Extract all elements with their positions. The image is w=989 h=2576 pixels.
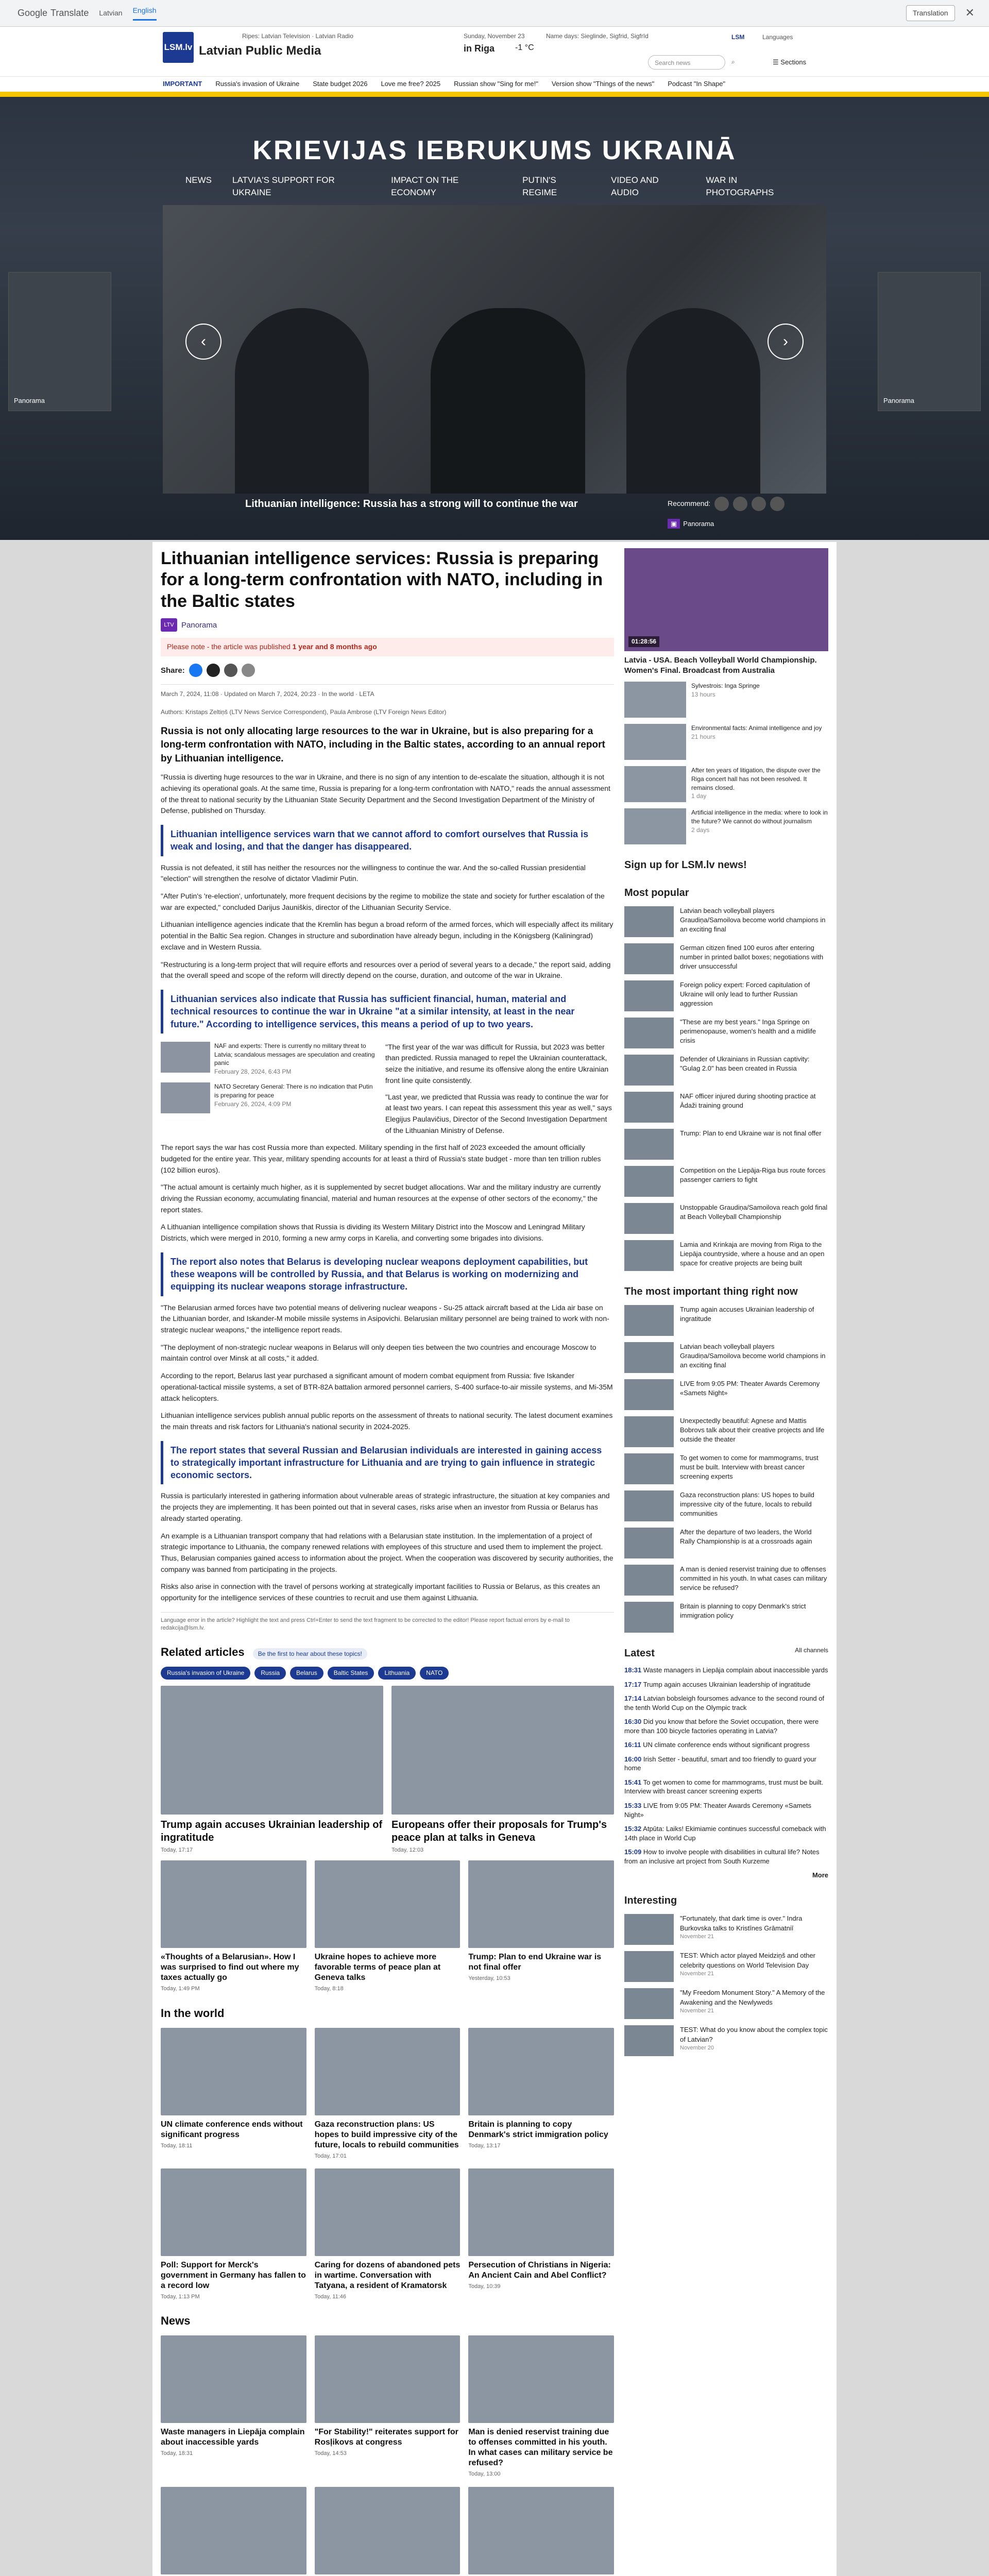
news-card[interactable]: Europeans offer their proposals for Trump's peace plan at talks in Geneva Today, 12:03 <box>391 1686 614 1854</box>
highlight-quote: The report states that several Russian and Belarusian individuals are interested in gaining access to strategically important infrastructure for Lithuania and are trying to gain influence in strategic economic sectors. <box>161 1441 614 1485</box>
news-card[interactable]: Trump: Plan to end Ukraine war is not final offer Yesterday, 10:53 <box>468 1860 614 1993</box>
paragraph: Lithuanian intelligence services publish annual public reports on the assessment of threats to national security. The latest document examines the main threats and risk factors for Lithuania's national security in 2024-2025. <box>161 1411 613 1431</box>
hero-nav-item[interactable]: LATVIA'S SUPPORT FOR UKRAINE <box>232 175 335 197</box>
site-header <box>0 27 989 76</box>
nav-important: IMPORTANT <box>163 80 202 88</box>
paragraph: "Last year, we predicted that Russia was ready to continue the war for at least two years. I can repeat this assessment this year as well," says Elegijus Paulavičius, Director of the Second Investigation Department of the Lithuanian Ministry of Defense. <box>385 1092 612 1134</box>
news-card[interactable]: Trump again accuses Ukrainian leadership of ingratitude Today, 17:17 <box>161 1686 383 1854</box>
inline-related-item[interactable]: NATO Secretary General: There is no indication that Putin is preparing for peace February 26, 2024, 4:09 PM <box>161 1082 377 1113</box>
inline-related <box>161 1042 614 1137</box>
signup-link[interactable]: Sign up for LSM.lv news! <box>624 859 747 871</box>
news-card[interactable]: Ukraine hopes to achieve more favorable terms of peace plan at Geneva talks Today, 8:18 <box>315 1860 461 1993</box>
news-card[interactable]: UN climate conference ends without significant progress Today, 18:11 <box>161 2028 306 2160</box>
paragraph: "After Putin's 're-election', unfortunately, more frequent decisions by the regime to mobilize the state and society for further escalation of the war are expected," concluded Darijus Jauniškis, director of the Lithuanian Security Service. <box>161 892 605 911</box>
latest-item[interactable]: 15:41 To get women to come for mammograms, trust must be built. Interview with breast cancer screening experts <box>624 1778 824 1795</box>
x-icon[interactable] <box>207 664 220 677</box>
next-arrow-icon[interactable]: › <box>768 324 804 360</box>
google-translate-logo: Google Translate <box>18 7 89 18</box>
important-item[interactable]: To get women to come for mammograms, trust must be built. Interview with breast cancer screening experts <box>624 1453 828 1484</box>
paragraph: According to the report, Belarus last year purchased a significant amount of modern combat equipment from Russia: five Iskander operational-tactical missile systems, a set of BTR-82A battalion armored personnel carriers, S-400 surface-to-air missile systems, and Mi-35M attack helicopters. <box>161 1371 613 1402</box>
article-meta: March 7, 2024, 11:08 · Updated on March 7, 2024, 20:23 · In the world · LETA <box>161 684 614 699</box>
hero-side-left[interactable]: Panorama <box>8 272 111 411</box>
latest-item[interactable]: 18:31 Waste managers in Liepāja complain about inaccessible yards <box>624 1666 828 1674</box>
latest-item[interactable]: 16:30 Did you know that before the Soviet occupation, there were more than 100 bicycle factories operating in Latvia? <box>624 1718 819 1735</box>
interesting-item[interactable]: TEST: Which actor played Meidziņš and other celebrity questions on World Television Day November 21 <box>624 1951 828 1982</box>
news-card[interactable] <box>315 2487 461 2576</box>
link-icon[interactable] <box>242 664 255 677</box>
latest-title: Latest All channels <box>624 1647 828 1659</box>
accent-bar <box>0 92 989 97</box>
translation-options-button[interactable]: Translation <box>906 5 955 22</box>
news-card[interactable]: "For Stability!" reiterates support for Rosļikovs at congress Today, 14:53 <box>315 2335 461 2478</box>
hero-video[interactable] <box>163 205 826 494</box>
article <box>161 548 614 2576</box>
paragraph: "The deployment of non-strategic nuclear weapons in Belarus will only deepen ties between the two countries and encourage Moscow to maintain control over Minsk at all costs," it added. <box>161 1343 596 1363</box>
hero-caption[interactable]: Lithuanian intelligence: Russia has a strong will to continue the war <box>245 498 578 510</box>
paragraph: An example is a Lithuanian transport company that had relations with a Belarusian state institution. In the implementation of a project of strategic importance to Lithuania, the company renewed relations with employees of this structure and used them to implement the project. Thus, Belarusian companies gained access to information about the project. When the cooperation was discovered by security authorities, the company was banned from participating in the projects. <box>161 1531 613 1573</box>
hero-nav-item[interactable]: WAR IN PHOTOGRAPHS <box>706 175 774 197</box>
content-area <box>152 542 837 2576</box>
tag[interactable]: Russia's invasion of Ukraine <box>161 1667 250 1680</box>
search-input[interactable]: Search news <box>648 55 725 70</box>
latest-item[interactable]: 17:17 Trump again accuses Ukrainian leadership of ingratitude <box>624 1680 811 1688</box>
hero-nav-item[interactable]: PUTIN'S REGIME <box>522 175 557 197</box>
tag[interactable]: Baltic States <box>328 1667 374 1680</box>
article-title: Lithuanian intelligence services: Russia is preparing for a long-term confrontation with NATO, including in the Baltic states <box>161 549 603 611</box>
news-card[interactable]: Persecution of Christians in Nigeria: An Ancient Cain and Abel Conflict? Today, 10:39 <box>468 2168 614 2301</box>
hero-program[interactable]: ▣ Panorama <box>668 519 714 529</box>
nav-item[interactable]: Russia's invasion of Ukraine <box>215 80 300 88</box>
interesting-item[interactable]: TEST: What do you know about the complex topic of Latvian? November 20 <box>624 2025 828 2056</box>
sidebar-video-title[interactable]: Latvia - USA. Beach Volleyball World Championship. Women's Final. Broadcast from Australia <box>624 656 817 675</box>
latest-item[interactable]: 15:09 How to involve people with disabilities in cultural life? Notes from an inclusive art project from South Kurzeme <box>624 1848 820 1865</box>
popular-item[interactable]: Latvian beach volleyball players Graudiņa/Samoilova become world champions in an exciting final <box>624 906 828 937</box>
highlight-quote: Lithuanian intelligence services warn that we cannot afford to comfort ourselves that Russia is weak and losing, and that the danger has disappeared. <box>161 825 614 856</box>
share-icon[interactable] <box>714 497 729 511</box>
news-title: News <box>161 2314 191 2328</box>
paragraph: Russia is particularly interested in gathering information about vulnerable areas of strategic infrastructure, the situation at key companies and the projects they are implementing. It has been pointed out that in several cases, risks arise when an investor from Russia or Belarus has already started operating. <box>161 1492 610 1522</box>
close-icon[interactable]: ✕ <box>965 6 975 20</box>
recommend-row: Recommend: <box>668 497 785 511</box>
sections-menu[interactable]: ☰ Sections <box>773 58 807 66</box>
latest-item[interactable]: 15:33 LIVE from 9:05 PM: Theater Awards Ceremony «Samets Night» <box>624 1802 811 1819</box>
latest-item[interactable]: 16:11 UN climate conference ends without significant progress <box>624 1741 810 1749</box>
paragraph: "The actual amount is certainly much higher, as it is supplemented by secret budget allocations. War and the military industry are currently driving the Russian economy, accumulating financial, material and human resources at the expense of other sectors of the economy," the report states. <box>161 1183 601 1214</box>
sidebar <box>624 548 828 2056</box>
paragraph: A Lithuanian intelligence compilation shows that Russia is dividing its Western Military District into the Moscow and Leningrad Military Districts, which were merged in 2010, forming a new army corps in Karelia, and converting some brigades into divisions. <box>161 1223 585 1243</box>
nav-item[interactable]: Russian show "Sing for me!" <box>454 80 538 88</box>
hero-nav-item[interactable]: IMPACT ON THE ECONOMY <box>391 175 459 197</box>
tag[interactable]: Lithuania <box>378 1667 416 1680</box>
hero-title: KRIEVIJAS IEBRUKUMS UKRAINĀ <box>252 135 737 165</box>
facebook-icon[interactable] <box>189 664 202 677</box>
paragraph: Russia is not defeated, it still has neither the resources nor the willingness to continue the war. And the so-called Russian presidential "election" will strengthen the resolve of dictator Vladimir Putin. <box>161 863 586 883</box>
translate-bar <box>0 0 989 27</box>
paragraph: "Russia is diverting huge resources to the war in Ukraine, and there is no sign of any intention to de-escalate the situation, although it is not achieving its operational goals. At the same time, Russia is preparing for a long-term confrontation with NATO," reads the annual assessment of the threat to national security by the Lithuanian State Security Department and the Second Investigation Department of the Ministry of Defense, published on Thursday. <box>161 773 610 815</box>
more-link[interactable]: More <box>812 1871 828 1879</box>
weather-temp: -1 °C <box>515 43 534 52</box>
sidebar-item[interactable]: Sylvestrois: Inga Springe 13 hours <box>624 682 828 718</box>
important-item[interactable]: Unexpectedly beautiful: Agnese and Mattis Bobrovs talk about their creative projects and life outside the theater <box>624 1416 828 1447</box>
header-links[interactable]: Ripes: Latvian Television · Latvian Radio <box>242 32 353 40</box>
source-language[interactable]: Latvian <box>99 8 123 17</box>
paragraph: The report says the war has cost Russia more than expected. Military spending in the first half of 2023 exceeded the amount officially budgeted for the entire year. This year, military spending accounts for at least a third of Russia's state budget - more than ten trillion rubles (102 billion euros). <box>161 1143 601 1174</box>
news-card[interactable]: Gaza reconstruction plans: US hopes to build impressive city of the future, locals to rebuild communities Today, 17:01 <box>315 2028 461 2160</box>
share-bar: Share: <box>161 664 614 677</box>
header-date: Sunday, November 23 <box>464 32 525 40</box>
paragraph: Lithuanian intelligence agencies indicate that the Kremlin has begun a broad reform of the armed forces, which will especially affect its military potential in the Baltic Sea region. Changes in structure and subordination have already begun, including in the Königsberg (Kaliningrad) exclave and in Western Russia. <box>161 920 613 951</box>
sidebar-video[interactable]: 01:28:56 <box>624 548 828 651</box>
hero-nav-item[interactable]: VIDEO AND AUDIO <box>611 175 659 197</box>
nav-item[interactable]: Love me free? 2025 <box>381 80 441 88</box>
important-item[interactable]: Britain is planning to copy Denmark's strict immigration policy <box>624 1602 828 1633</box>
important-item[interactable]: LIVE from 9:05 PM: Theater Awards Ceremony «Samets Night» <box>624 1379 828 1410</box>
language-error-note: Language error in the article? Highlight the text and press Ctrl+Enter to send the text fragment to be corrected to the editor! Please report factual errors by e-mail to redakcija@lsm.lv. <box>161 1612 614 1633</box>
share-icon[interactable] <box>752 497 766 511</box>
popular-item[interactable]: "These are my best years." Inga Springe on perimenopause, women's health and a midlife crisis <box>624 1018 828 1048</box>
share-icon[interactable] <box>770 497 785 511</box>
sidebar-item[interactable]: Environmental facts: Animal intelligence and joy 21 hours <box>624 724 828 760</box>
latest-item[interactable]: 16:00 Irish Setter - beautiful, smart and too friendly to guard your home <box>624 1755 816 1772</box>
nav-item[interactable]: Version show "Things of the news" <box>551 80 655 88</box>
hero-section <box>0 97 989 540</box>
news-card[interactable] <box>161 2487 306 2576</box>
inline-related-item[interactable]: NAF and experts: There is currently no military threat to Latvia; scandalous messages are speculation and creating panic February 28, 2024, 6:43 PM <box>161 1042 377 1076</box>
search-icon[interactable]: ⌕ <box>731 58 735 65</box>
tag[interactable]: Belarus <box>290 1667 323 1680</box>
share-icon[interactable] <box>733 497 747 511</box>
email-icon[interactable] <box>224 664 237 677</box>
weather-city: in Riga <box>464 43 495 54</box>
article-lead: Russia is not only allocating large resources to the war in Ukraine, but is also preparing for a long-term confrontation with NATO, including in the Baltic states, according to an annual report by Lithuanian intelligence. <box>161 725 605 764</box>
popular-item[interactable]: Foreign policy expert: Forced capitulation of Ukraine will only lead to further Russian aggression <box>624 980 828 1011</box>
highlight-quote: Lithuanian services also indicate that Russia has sufficient financial, human, material and technical resources to continue the war in Ukraine "at a similar intensity, at least in the near future." According to intelligence services, this means a period of up to two years. <box>161 990 614 1033</box>
program-badge[interactable]: LTV Panorama <box>161 618 217 632</box>
brand-name[interactable]: Latvian Public Media <box>199 44 321 58</box>
paragraph: "Restructuring is a long-term project that will require efforts and resources over a period of several years to a decade," the report said, adding that the overall speed and scope of the reform will directly depend on the course, duration, and outcome of the war in Ukraine. <box>161 960 611 980</box>
important-item[interactable]: A man is denied reservist training due to offenses committed in his youth. In what cases can military service be refused? <box>624 1565 828 1596</box>
paragraph: "The Belarusian armed forces have two potential means of delivering nuclear weapons - Su-25 attack aircraft based at the Lida air base on the Lithuanian border, and Iskander-M mobile missile systems in Asipovichi. Belarusian military personnel are being trained to work with non-strategic nuclear weapons," the intelligence report reads. <box>161 1303 609 1334</box>
popular-item[interactable]: Lamia and Krinkaja are moving from Riga to the Liepāja countryside, where a house and an open space for creative projects are being built <box>624 1240 828 1271</box>
nav-item[interactable]: State budget 2026 <box>313 80 368 88</box>
target-language[interactable]: English <box>133 6 157 21</box>
news-card[interactable]: «Thoughts of a Belarusian». How I was surprised to find out where my taxes actually go Today, 1:49 PM <box>161 1860 306 1993</box>
hero-nav-item[interactable]: NEWS <box>185 175 212 185</box>
interesting-item[interactable]: "My Freedom Monument Story." A Memory of the Awakening and the Newlyweds November 21 <box>624 1988 828 2019</box>
news-card[interactable]: Poll: Support for Merck's government in Germany has fallen to a record low Today, 1:13 PM <box>161 2168 306 2301</box>
popular-item[interactable]: Trump: Plan to end Ukraine war is not final offer <box>624 1129 828 1160</box>
popular-item[interactable]: Unstoppable Graudiņa/Samoilova reach gold final at Beach Volleyball Championship <box>624 1203 828 1234</box>
interesting-title: Interesting <box>624 1895 677 1907</box>
popular-title: Most popular <box>624 887 689 899</box>
lang-label[interactable]: Languages <box>762 33 793 41</box>
world-title: In the world <box>161 2006 225 2020</box>
news-card[interactable]: Britain is planning to copy Denmark's strict immigration policy Today, 13:17 <box>468 2028 614 2160</box>
notify-button[interactable]: Be the first to hear about these topics! <box>253 1648 367 1659</box>
hero-nav <box>185 174 804 199</box>
popular-item[interactable]: Defender of Ukrainians in Russian captivity: "Gulag 2.0" has been created in Russia <box>624 1055 828 1086</box>
important-item[interactable]: After the departure of two leaders, the World Rally Championship is at a crossroads again <box>624 1528 828 1558</box>
tag-list <box>161 1667 614 1680</box>
news-card[interactable]: Man is denied reservist training due to offenses committed in his youth. In what cases can military service be refused? Today, 13:00 <box>468 2335 614 2478</box>
latest-item[interactable]: 15:32 Atpūta: Laiks! Ekimiamie continues successful comeback with 14th place in World Cup <box>624 1825 826 1842</box>
age-warning: Please note - the article was published 1 year and 8 months ago <box>161 638 614 656</box>
paragraph: "The first year of the war was difficult for Russia, but 2023 was better than predicted. Russia managed to repel the Ukrainian counterattack, seize the initiative, and resume its offensive along the entire Ukrainian front line quite consistently. <box>385 1042 609 1084</box>
highlight-quote: The report also notes that Belarus is developing nuclear weapons deployment capabilities, but these weapons will be controlled by Russia, and that Belarus is working on modernizing and equipping its nuclear weapons storage infrastructure. <box>161 1252 614 1296</box>
nav-item[interactable]: Podcast "In Shape" <box>668 80 726 88</box>
tag[interactable]: Russia <box>254 1667 286 1680</box>
latest-item[interactable]: 17:14 Latvian bobsleigh foursomes advance to the second round of the tenth World Cup on the Olympic track <box>624 1694 825 1711</box>
lsm-logo[interactable]: LSM.lv <box>163 32 194 63</box>
important-item[interactable]: Latvian beach volleyball players Graudiņa/Samoilova become world champions in an exciting final <box>624 1342 828 1373</box>
popular-item[interactable]: German citizen fined 100 euros after entering number in printed ballot boxes; negotiations with driver unsuccessful <box>624 943 828 974</box>
paragraph: Risks also arise in connection with the travel of persons working at strategically important facilities to Russia or Belarus, as this creates an opportunity for the intelligence services of these countries to recruit and use them against Lithuania. <box>161 1582 600 1602</box>
interesting-item[interactable]: "Fortunately, that dark time is over." Indra Burkovska talks to Kristīnes Grāmatniī November 21 <box>624 1914 828 1945</box>
popular-item[interactable]: NAF officer injured during shooting practice at Ādaži training ground <box>624 1092 828 1123</box>
news-card[interactable]: Caring for dozens of abandoned pets in wartime. Conversation with Tatyana, a resident of Kramatorsk Today, 11:46 <box>315 2168 461 2301</box>
related-title: Related articles Be the first to hear about these topics! <box>161 1645 614 1660</box>
prev-arrow-icon[interactable]: ‹ <box>185 324 221 360</box>
sidebar-item[interactable]: Artificial intelligence in the media: where to look in the future? We cannot do without journalism 2 days <box>624 808 828 844</box>
topic-nav <box>0 76 989 92</box>
popular-item[interactable]: Competition on the Liepāja-Riga bus route forces passenger carriers to fight <box>624 1166 828 1197</box>
news-card[interactable] <box>468 2487 614 2576</box>
article-authors: Authors: Kristaps Zeltiņš (LTV News Service Correspondent), Paula Ambrose (LTV Foreign News Editor) <box>161 708 447 716</box>
important-item[interactable]: Trump again accuses Ukrainian leadership of ingratitude <box>624 1305 828 1336</box>
sidebar-item[interactable]: After ten years of litigation, the dispute over the Riga concert hall has not been resolved. It remains closed. 1 day <box>624 766 828 802</box>
all-channels-dropdown[interactable]: All channels <box>795 1647 828 1654</box>
tag[interactable]: NATO <box>420 1667 449 1680</box>
news-card[interactable]: Waste managers in Liepāja complain about inaccessible yards Today, 18:31 <box>161 2335 306 2478</box>
important-title: The most important thing right now <box>624 1286 798 1297</box>
header-namedays: Name days: Sieglinde, Sigfrid, Sigfrīd <box>546 32 649 40</box>
important-item[interactable]: Gaza reconstruction plans: US hopes to build impressive city of the future, locals to rebuild communities <box>624 1490 828 1521</box>
hero-side-right[interactable]: Panorama <box>878 272 981 411</box>
lang-current[interactable]: LSM <box>731 33 745 41</box>
